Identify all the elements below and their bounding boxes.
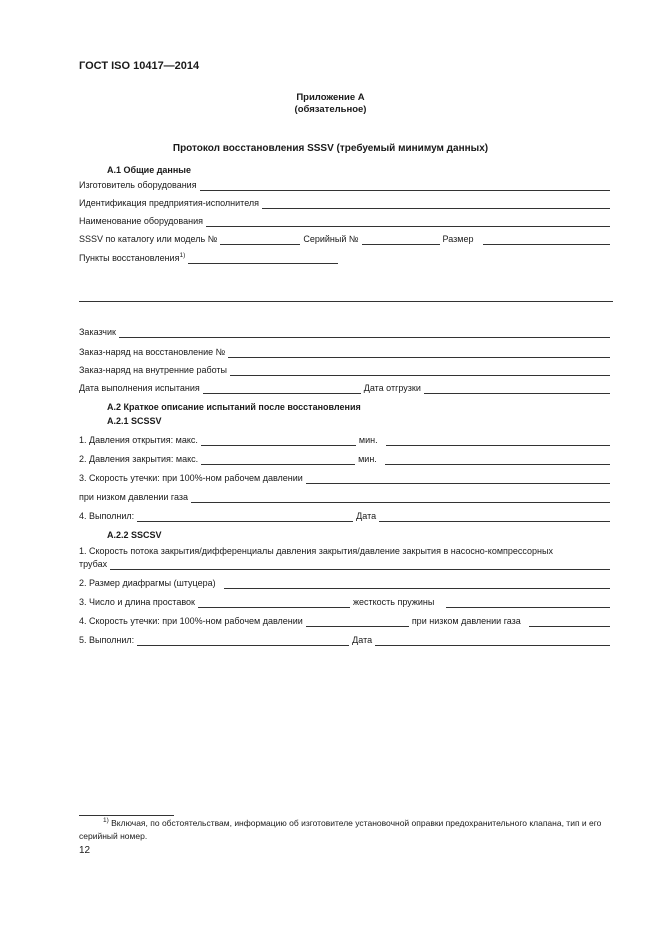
ship-date-field[interactable] [424,384,610,394]
scssv-date-label: Дата [356,511,377,521]
closing-min-field[interactable] [385,455,610,465]
restoration-extra-line[interactable] [79,301,613,302]
sscsv-low-gas-field[interactable] [529,617,610,627]
footnote-text: Включая, по обстоятельствам, информацию об изготовителе установочной оправки предохранительного клапана, тип и его серийный номер. [79,818,602,841]
standard-header: ГОСТ ISO 10417—2014 [79,60,200,72]
catalog-label: SSSV по каталогу или модель № [79,234,218,244]
ship-date-label: Дата отгрузки [363,383,421,393]
flow-rate-field[interactable] [110,560,610,570]
scssv-done-field[interactable] [137,512,353,522]
closing-pressure-label: 2. Давления закрытия: макс. [79,454,199,464]
restore-order-field[interactable] [228,348,610,358]
size-field[interactable] [483,235,610,245]
opening-max-field[interactable] [201,436,356,446]
stiffness-label: жесткость пружины [352,597,435,607]
manufacturer-row [79,178,613,191]
section-a21-heading: А.2.1 SCSSV [107,416,162,426]
footnote-rule [79,815,174,816]
orifice-label: 2. Размер диафрагмы (штуцера) [79,578,216,588]
customer-field[interactable] [119,328,610,338]
manufacturer-field[interactable] [200,181,610,191]
flow-rate-label: 1. Скорость потока закрытия/дифференциалы давления закрытия/давление закрытия в насосно-компрессорных [79,546,553,556]
sscsv-date-field[interactable] [375,636,610,646]
scssv-leak-label: 3. Скорость утечки: при 100%-ном рабочем давлении [79,473,303,483]
restore-order-row [79,345,613,358]
serial-field[interactable] [362,235,440,245]
test-date-row [79,381,613,394]
annex-status: (обязательное) [294,104,367,115]
enterprise-row [79,196,613,209]
closing-pressure-row [79,452,613,465]
scssv-date-field[interactable] [379,512,610,522]
scssv-low-gas-row [79,490,613,503]
orifice-field[interactable] [224,579,610,589]
scssv-low-gas-field[interactable] [191,493,610,503]
scssv-leak-row [79,471,613,484]
section-a22-heading: А.2.2 SSCSV [107,530,162,540]
section-a1-heading: А.1 Общие данные [107,165,191,175]
equipment-label: Наименование оборудования [79,216,203,226]
sscsv-done-field[interactable] [137,636,349,646]
catalog-row [79,232,613,245]
test-date-field[interactable] [203,384,361,394]
scssv-done-label: 4. Выполнил: [79,511,135,521]
sscsv-done-label: 5. Выполнил: [79,635,135,645]
footnote-ref: 1) [179,252,186,259]
restore-order-label: Заказ-наряд на восстановление № [79,347,226,357]
customer-label: Заказчик [79,327,116,337]
restoration-row [79,251,613,264]
restoration-field[interactable] [188,254,338,264]
scssv-leak-field[interactable] [306,474,610,484]
test-date-label: Дата выполнения испытания [79,383,200,393]
internal-order-field[interactable] [230,366,610,376]
stiffness-field[interactable] [446,598,610,608]
opening-pressure-label: 1. Давления открытия: макс. [79,435,198,445]
spacers-row [79,595,613,608]
orifice-row [79,576,613,589]
sscsv-leak-label: 4. Скорость утечки: при 100%-ном рабочем давлении [79,616,303,626]
section-a2-heading: А.2 Краткое описание испытаний после восстановления [107,402,361,412]
sscsv-leak-field[interactable] [306,617,409,627]
sscsv-date-label: Дата [352,635,373,645]
spacers-field[interactable] [198,598,350,608]
scssv-done-row [79,509,613,522]
page-number: 12 [79,845,91,856]
customer-row [79,325,613,338]
size-label: Размер [442,234,474,244]
closing-max-field[interactable] [201,455,355,465]
equipment-field[interactable] [206,217,610,227]
sscsv-done-row [79,633,613,646]
equipment-row [79,214,613,227]
pipes-row [79,557,613,570]
enterprise-field[interactable] [262,199,610,209]
restoration-label: Пункты восстановления$^{1)}$ [79,252,186,263]
footnote-mark: 1) [103,817,109,825]
annex-title: Приложение А [296,92,365,103]
enterprise-label: Идентификация предприятия-исполнителя [79,198,260,208]
internal-order-row [79,363,613,376]
protocol-title: Протокол восстановления SSSV (требуемый минимум данных) [172,143,489,154]
scssv-low-gas-label: при низком давлении газа [79,492,188,502]
opening-min-label: мин. [358,435,378,445]
opening-pressure-row [79,433,613,446]
spacers-label: 3. Число и длина проставок [79,597,195,607]
sscsv-low-gas-label: при низком давлении газа [411,616,521,626]
sscsv-leak-row [79,614,613,627]
serial-label: Серийный № [303,234,359,244]
manufacturer-label: Изготовитель оборудования [79,180,197,190]
pipes-label: трубах [79,559,108,569]
opening-min-field[interactable] [386,436,610,446]
internal-order-label: Заказ-наряд на внутренние работы [79,365,228,375]
catalog-field[interactable] [220,235,300,245]
closing-min-label: мин. [358,454,377,464]
footnote [79,817,613,843]
